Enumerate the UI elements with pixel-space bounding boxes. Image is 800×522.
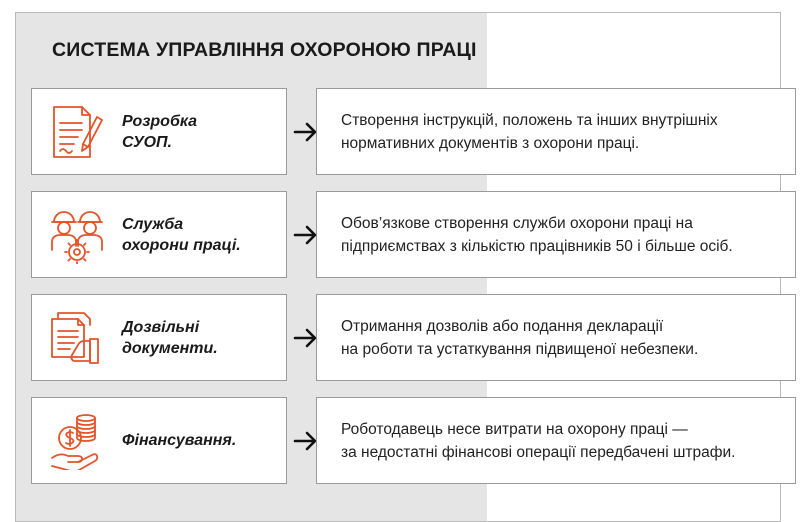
workers-gear-icon <box>48 206 106 264</box>
row-label: Служба охорони праці. <box>122 215 241 254</box>
row-description: Обов’язкове створення служби охорони праці на підприємствах з кількістю працівників 50 і більше осіб. <box>341 214 733 255</box>
document-pen-icon <box>48 103 106 161</box>
documents-hand-icon <box>48 309 106 367</box>
row-label: Дозвільні документи. <box>122 318 218 357</box>
row-description: Створення інструкцій, положень та інших внутрішніх нормативних документів з охорони праці. <box>341 111 718 152</box>
row-description-box <box>316 397 796 484</box>
row-description-box <box>316 88 796 175</box>
row-label-box <box>31 397 287 484</box>
row-label: Розробка СУОП. <box>122 112 198 151</box>
row-description-box <box>316 191 796 278</box>
row-label-box <box>31 88 287 175</box>
row-description: Роботодавець несе витрати на охорону праці — за недостатні фінансові операції передбачені штрафи. <box>341 420 736 461</box>
row-description-box <box>316 294 796 381</box>
row-description: Отримання дозволів або подання декларації на роботи та устаткування підвищеної небезпеки. <box>341 317 699 358</box>
row-label-box <box>31 294 287 381</box>
row-permits <box>16 294 782 381</box>
coins-hand-icon <box>48 412 106 470</box>
row-safety-service <box>16 191 782 278</box>
diagram-frame <box>15 12 781 522</box>
row-label: Фінансування. <box>122 432 237 449</box>
row-financing <box>16 397 782 484</box>
row-suop <box>16 88 782 175</box>
row-label-box <box>31 191 287 278</box>
diagram-title: СИСТЕМА УПРАВЛІННЯ ОХОРОНОЮ ПРАЦІ <box>52 39 477 61</box>
